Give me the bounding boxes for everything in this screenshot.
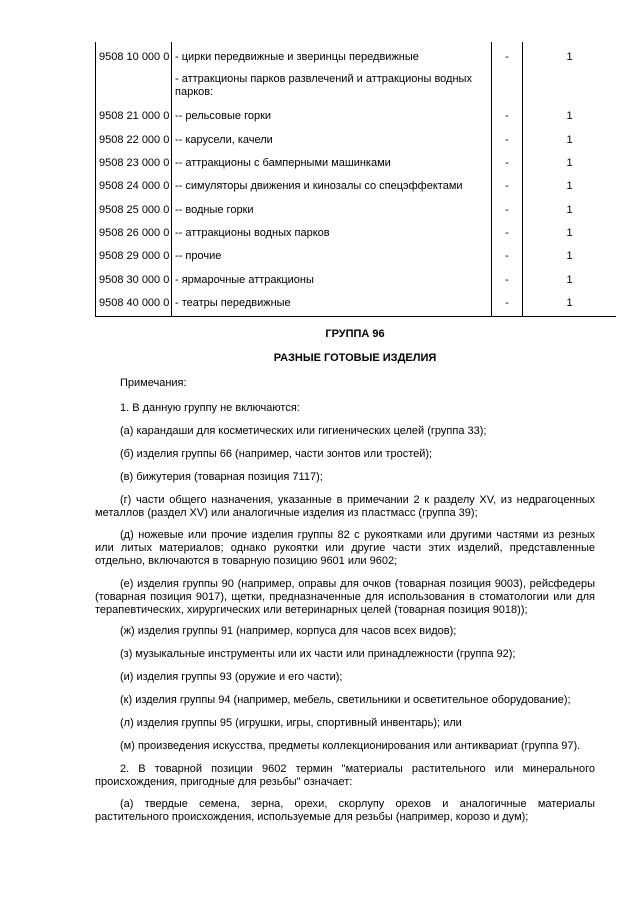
row-value: 1: [566, 134, 573, 146]
row-dash: -: [505, 110, 509, 122]
paragraph-text: (ж) изделия группы 91 (например, корпуса для часов всех видов);: [120, 625, 457, 637]
paragraph: [95, 763, 595, 789]
row-name: -- рельсовые горки: [175, 110, 272, 122]
row-dash: -: [505, 134, 509, 146]
paragraph: [95, 740, 595, 753]
paragraph: [95, 529, 595, 568]
paragraph-text: (л) изделия группы 95 (игрушки, игры, спортивный инвентарь); или: [120, 717, 462, 729]
row-code: 9508 24 000 0: [99, 180, 170, 192]
paragraph: [95, 471, 595, 484]
paragraph-text: 2. В товарной позиции 9602 термин "материалы растительного или минерального происхождения, пригодные для резьбы" означает:: [95, 763, 595, 788]
row-value: 1: [566, 250, 573, 262]
paragraph-text: (а) карандаши для косметических или гигиенических целей (группа 33);: [120, 425, 487, 437]
row-code: 9508 30 000 0: [99, 274, 170, 286]
paragraph: [95, 798, 595, 824]
paragraph: [95, 694, 595, 707]
row-dash: -: [505, 297, 509, 309]
row-name: -- водные горки: [175, 204, 254, 216]
paragraph-text: (в) бижутерия (товарная позиция 7117);: [120, 471, 323, 483]
row-dash: -: [505, 180, 509, 192]
paragraph: [95, 402, 595, 415]
row-dash: -: [505, 157, 509, 169]
group-subtitle: РАЗНЫЕ ГОТОВЫЕ ИЗДЕЛИЯ: [273, 352, 437, 364]
row-code: 9508 26 000 0: [99, 227, 170, 239]
paragraph-text: (д) ножевые или прочие изделия группы 82 с рукоятками или другими частями из резных или литых материалов; однако рукоятки или другие части этих изделий, представленные отдельно, включаются в товарную позицию 9601 или 9602;: [95, 529, 595, 567]
paragraph-text: (м) произведения искусства, предметы коллекционирования или антиквариат (группа 97).: [120, 740, 581, 752]
tariff-table: [95, 42, 616, 317]
row-name: - ярмарочные аттракционы: [175, 274, 314, 286]
row-value: 1: [566, 274, 573, 286]
paragraph: [95, 448, 595, 461]
row-code: 9508 40 000 0: [99, 297, 170, 309]
row-name: - аттракционы парков развлечений и аттракционы водных парков:: [175, 73, 472, 98]
row-dash: -: [505, 274, 509, 286]
paragraph: [95, 425, 595, 438]
paragraph-text: (б) изделия группы 66 (например, части зонтов или тростей);: [120, 448, 433, 460]
paragraph: [95, 648, 595, 661]
row-value: 1: [566, 157, 573, 169]
table-divider: [171, 42, 172, 316]
row-name: - театры передвижные: [175, 297, 291, 309]
row-code: 9508 10 000 0: [99, 51, 170, 63]
row-name: -- аттракционы водных парков: [175, 227, 330, 239]
row-code: 9508 25 000 0: [99, 204, 170, 216]
paragraph-text: (к) изделия группы 94 (например, мебель, светильники и осветительное оборудование);: [120, 694, 571, 706]
row-value: 1: [566, 110, 573, 122]
row-value: 1: [566, 204, 573, 216]
group-title: ГРУППА 96: [325, 328, 385, 340]
row-value: 1: [566, 180, 573, 192]
row-name: -- прочие: [175, 250, 222, 262]
row-code: 9508 22 000 0: [99, 134, 170, 146]
paragraph: [95, 377, 595, 390]
row-dash: -: [505, 227, 509, 239]
row-dash: -: [505, 250, 509, 262]
row-name: -- симуляторы движения и кинозалы со спецэффектами: [175, 180, 463, 192]
row-dash: -: [505, 204, 509, 216]
row-name: -- аттракционы с бамперными машинками: [175, 157, 391, 169]
paragraph: [95, 494, 595, 520]
row-code: 9508 29 000 0: [99, 250, 170, 262]
row-dash: -: [505, 51, 509, 63]
paragraph-text: (г) части общего назначения, указанные в примечании 2 к разделу XV, из недрагоценных металлов (раздел XV) или аналогичные изделия из пластмасс (группа 39);: [95, 494, 595, 519]
row-name: -- карусели, качели: [175, 134, 273, 146]
paragraph-text: 1. В данную группу не включаются:: [120, 402, 300, 414]
paragraph-text: (з) музыкальные инструменты или их части или принадлежности (группа 92);: [120, 648, 516, 660]
paragraph: [95, 717, 595, 730]
row-name: - цирки передвижные и зверинцы передвижные: [175, 51, 419, 63]
paragraph: [95, 671, 595, 684]
row-code: 9508 21 000 0: [99, 110, 170, 122]
paragraph-text: (и) изделия группы 93 (оружие и его части);: [120, 671, 343, 683]
paragraph-text: (е) изделия группы 90 (например, оправы для очков (товарная позиция 9003), рейсфедеры (товарная позиция 9017), щетки, предназначенные для использования в стоматологии или для терапевтических, хирургических или ветеринарных целей (товарная позиция 9018));: [95, 578, 595, 616]
row-value: 1: [566, 297, 573, 309]
paragraph: [95, 578, 595, 617]
paragraph: [95, 625, 595, 638]
paragraph-text: (а) твердые семена, зерна, орехи, скорлупу орехов и аналогичные материалы растительного происхождения, используемые для резьбы (например, корозо и дум);: [95, 798, 595, 823]
row-value: 1: [566, 227, 573, 239]
paragraph-text: Примечания:: [120, 377, 187, 389]
row-value: 1: [566, 51, 573, 63]
row-code: 9508 23 000 0: [99, 157, 170, 169]
